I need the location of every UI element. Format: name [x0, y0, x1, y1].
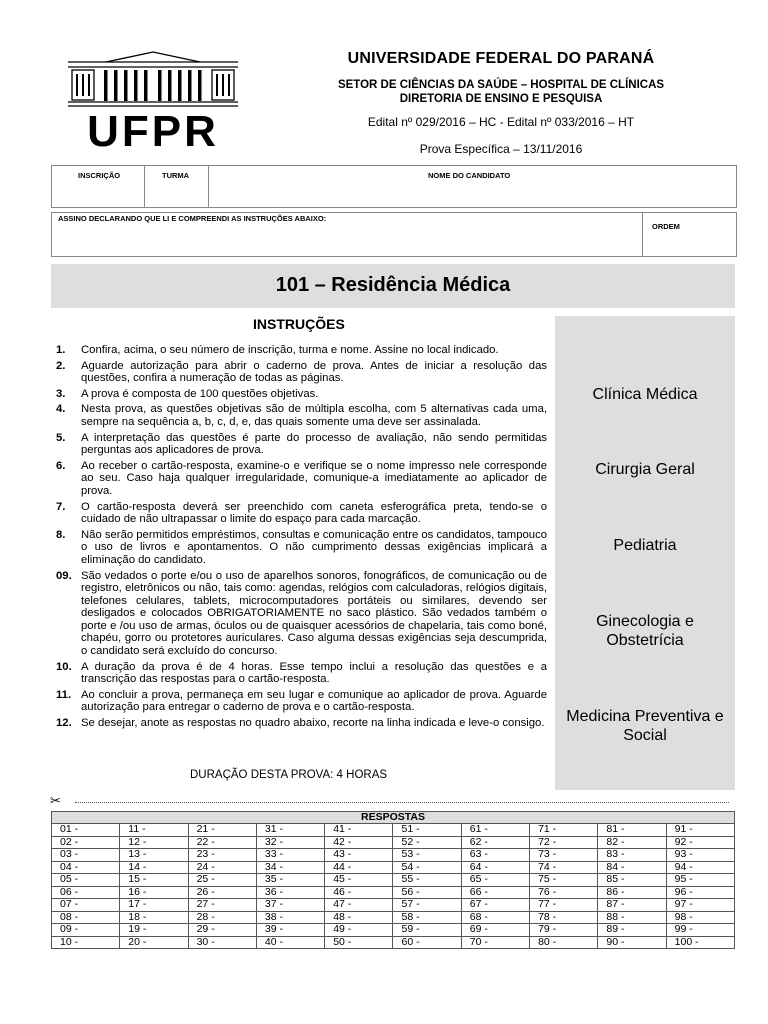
answer-cell[interactable]: 96 -	[666, 886, 734, 899]
answer-cell[interactable]: 88 -	[598, 911, 666, 924]
answer-cell[interactable]: 68 -	[461, 911, 529, 924]
answer-cell[interactable]: 48 -	[325, 911, 393, 924]
answer-cell[interactable]: 18 -	[120, 911, 188, 924]
answer-cell[interactable]: 90 -	[598, 936, 666, 949]
answer-cell[interactable]: 13 -	[120, 849, 188, 862]
answer-cell[interactable]: 66 -	[461, 886, 529, 899]
answer-cell[interactable]: 19 -	[120, 924, 188, 937]
answer-cell[interactable]: 42 -	[325, 836, 393, 849]
instruction-item: 1. Confira, acima, o seu número de inscrição, turma e nome. Assine no local indicado.	[56, 344, 499, 356]
answer-cell[interactable]: 71 -	[530, 824, 598, 837]
answer-cell[interactable]: 53 -	[393, 849, 461, 862]
answer-cell[interactable]: 72 -	[530, 836, 598, 849]
answer-cell[interactable]: 91 -	[666, 824, 734, 837]
inscricao-label: INSCRIÇÃO	[78, 171, 121, 180]
answer-cell[interactable]: 60 -	[393, 936, 461, 949]
instruction-item: 8. Não serão permitidos empréstimos, consultas e comunicação entre os candidatos, tampouco o uso de livros e apontamentos. O não cumprimento dessas exigências implicará a eliminação do candidato.	[56, 528, 547, 566]
turma-label: TURMA	[162, 171, 190, 180]
answer-cell[interactable]: 77 -	[530, 899, 598, 912]
answer-cell[interactable]: 97 -	[666, 899, 734, 912]
nome-field[interactable]	[208, 166, 736, 207]
answer-cell[interactable]: 05 -	[52, 874, 120, 887]
table-row	[52, 874, 735, 887]
answer-cell[interactable]: 95 -	[666, 874, 734, 887]
answer-cell[interactable]: 98 -	[666, 911, 734, 924]
answer-cell[interactable]: 74 -	[530, 861, 598, 874]
answer-cell[interactable]: 32 -	[256, 836, 324, 849]
answer-cell[interactable]: 45 -	[325, 874, 393, 887]
answer-cell[interactable]: 35 -	[256, 874, 324, 887]
answer-cell[interactable]: 10 -	[52, 936, 120, 949]
answer-cell[interactable]: 82 -	[598, 836, 666, 849]
answer-cell[interactable]: 100 -	[666, 936, 734, 949]
answer-cell[interactable]: 61 -	[461, 824, 529, 837]
exam-title-band	[51, 264, 735, 308]
answer-cell[interactable]: 85 -	[598, 874, 666, 887]
answer-cell[interactable]: 92 -	[666, 836, 734, 849]
answer-cell[interactable]: 29 -	[188, 924, 256, 937]
answers-table	[51, 811, 735, 949]
sector-name: SETOR DE CIÊNCIAS DA SAÚDE – HOSPITAL DE CLÍNICAS	[337, 79, 665, 91]
answer-cell[interactable]: 27 -	[188, 899, 256, 912]
answer-cell[interactable]: 15 -	[120, 874, 188, 887]
table-row	[52, 899, 735, 912]
table-row	[52, 924, 735, 937]
answer-cell[interactable]: 24 -	[188, 861, 256, 874]
answers-header: RESPOSTAS	[52, 812, 735, 824]
answer-cell[interactable]: 36 -	[256, 886, 324, 899]
answer-cell[interactable]: 93 -	[666, 849, 734, 862]
exam-title: 101 – Residência Médica	[275, 274, 511, 296]
exam-date: Prova Específica – 13/11/2016	[419, 142, 583, 156]
answer-cell[interactable]: 52 -	[393, 836, 461, 849]
instruction-item: 5. A interpretação das questões é parte do processo de avaliação, não sendo permitidas perguntas aos aplicadores de prova.	[56, 431, 547, 457]
instruction-item: 12. Se desejar, anote as respostas no quadro abaixo, recorte na linha indicada e leve-o consigo.	[56, 717, 545, 730]
answer-cell[interactable]: 22 -	[188, 836, 256, 849]
answer-cell[interactable]: 55 -	[393, 874, 461, 887]
instruction-item: 10. A duração da prova é de 4 horas. Esse tempo inclui a resolução das questões e a transcrição das respostas para o cartão-resposta.	[56, 660, 547, 686]
answer-cell[interactable]: 65 -	[461, 874, 529, 887]
exam-duration: DURAÇÃO DESTA PROVA: 4 HORAS	[190, 769, 388, 781]
answer-cell[interactable]: 41 -	[325, 824, 393, 837]
answer-cell[interactable]: 80 -	[530, 936, 598, 949]
answer-cell[interactable]: 67 -	[461, 899, 529, 912]
area-pediatria: Pediatria	[613, 537, 677, 554]
answer-cell[interactable]: 07 -	[52, 899, 120, 912]
ordem-label: ORDEM	[652, 222, 680, 231]
answer-cell[interactable]: 54 -	[393, 861, 461, 874]
turma-field[interactable]	[144, 166, 209, 207]
answer-cell[interactable]: 16 -	[120, 886, 188, 899]
inscricao-field[interactable]	[52, 166, 145, 207]
answer-cell[interactable]: 39 -	[256, 924, 324, 937]
answer-cell[interactable]: 33 -	[256, 849, 324, 862]
answer-cell[interactable]: 63 -	[461, 849, 529, 862]
answer-cell[interactable]: 08 -	[52, 911, 120, 924]
answer-cell[interactable]: 69 -	[461, 924, 529, 937]
answer-cell[interactable]: 31 -	[256, 824, 324, 837]
answer-cell[interactable]: 51 -	[393, 824, 461, 837]
answer-cell[interactable]: 64 -	[461, 861, 529, 874]
answer-cell[interactable]: 26 -	[188, 886, 256, 899]
table-row	[52, 861, 735, 874]
instruction-item: 2. Aguarde autorização para abrir o caderno de prova. Antes de iniciar a resolução das questões, confira a numeração de todas as páginas.	[56, 359, 547, 385]
answer-cell[interactable]: 01 -	[52, 824, 120, 837]
table-row	[52, 824, 735, 837]
answer-cell[interactable]: 14 -	[120, 861, 188, 874]
answer-cell[interactable]: 79 -	[530, 924, 598, 937]
answer-cell[interactable]: 57 -	[393, 899, 461, 912]
answer-cell[interactable]: 84 -	[598, 861, 666, 874]
edital-reference: Edital nº 029/2016 – HC - Edital nº 033/2016 – HT	[367, 115, 635, 129]
area-ginecologia: Ginecologia e Obstetrícia	[596, 613, 694, 649]
answer-cell[interactable]: 17 -	[120, 899, 188, 912]
answer-cell[interactable]: 43 -	[325, 849, 393, 862]
answer-cell[interactable]: 70 -	[461, 936, 529, 949]
answer-cell[interactable]: 03 -	[52, 849, 120, 862]
answer-cell[interactable]: 40 -	[256, 936, 324, 949]
answer-cell[interactable]: 58 -	[393, 911, 461, 924]
table-row	[52, 836, 735, 849]
cut-line	[75, 802, 729, 803]
ufpr-logo	[66, 50, 240, 150]
answer-cell[interactable]: 02 -	[52, 836, 120, 849]
answer-cell[interactable]: 23 -	[188, 849, 256, 862]
signature-box	[51, 212, 737, 257]
answer-cell[interactable]: 49 -	[325, 924, 393, 937]
nome-label: NOME DO CANDIDATO	[428, 171, 511, 180]
answer-cell[interactable]: 94 -	[666, 861, 734, 874]
table-row	[52, 849, 735, 862]
areas-panel	[555, 316, 735, 790]
university-name: UNIVERSIDADE FEDERAL DO PARANÁ	[347, 50, 655, 67]
instructions-list	[56, 344, 547, 733]
table-row	[52, 911, 735, 924]
answer-cell[interactable]: 20 -	[120, 936, 188, 949]
answer-cell[interactable]: 46 -	[325, 886, 393, 899]
area-clinica-medica: Clínica Médica	[592, 386, 698, 403]
answer-cell[interactable]: 12 -	[120, 836, 188, 849]
candidate-info-box	[51, 165, 737, 208]
ordem-field[interactable]	[642, 213, 736, 256]
instruction-item: 3. A prova é composta de 100 questões objetivas.	[56, 387, 319, 400]
area-medicina-preventiva: Medicina Preventiva e Social	[566, 708, 724, 744]
answer-cell[interactable]: 38 -	[256, 911, 324, 924]
answer-cell[interactable]: 09 -	[52, 924, 120, 937]
table-row	[52, 936, 735, 949]
instruction-item: 6. Ao receber o cartão-resposta, examine-o e verifique se o nome impresso nele corresponde ao seu. Caso haja qualquer irregularidade, comunique-a imediatamente ao aplicador de prova.	[56, 459, 547, 497]
answer-cell[interactable]: 04 -	[52, 861, 120, 874]
instruction-item: 4. Nesta prova, as questões objetivas são de múltipla escolha, com 5 alternativas cada uma, sempre na sequência a, b, c, d, e, das quais somente uma deve ser assinalada.	[56, 403, 547, 428]
answer-cell[interactable]: 56 -	[393, 886, 461, 899]
answer-cell[interactable]: 28 -	[188, 911, 256, 924]
answer-cell[interactable]: 59 -	[393, 924, 461, 937]
answer-cell[interactable]: 83 -	[598, 849, 666, 862]
answer-cell[interactable]: 37 -	[256, 899, 324, 912]
instruction-item: 7. O cartão-resposta deverá ser preenchido com caneta esferográfica preta, tendo-se o cuidado de não ultrapassar o limite do espaço para cada marcação.	[56, 500, 547, 526]
answer-cell[interactable]: 34 -	[256, 861, 324, 874]
answer-cell[interactable]: 30 -	[188, 936, 256, 949]
answer-cell[interactable]: 73 -	[530, 849, 598, 862]
scissors-icon: ✂	[50, 793, 61, 808]
table-row	[52, 886, 735, 899]
answer-cell[interactable]: 62 -	[461, 836, 529, 849]
signature-field[interactable]	[52, 213, 643, 256]
answer-cell[interactable]: 76 -	[530, 886, 598, 899]
instruction-item: 11. Ao concluir a prova, permaneça em seu lugar e comunique ao aplicador de prova. Aguarde autorização para entregar o caderno de prova e o cartão-resposta.	[56, 688, 547, 714]
svg-text:UFPR: UFPR	[87, 107, 219, 150]
answer-cell[interactable]: 21 -	[188, 824, 256, 837]
answer-cell[interactable]: 86 -	[598, 886, 666, 899]
directorate-name: DIRETORIA DE ENSINO E PESQUISA	[399, 93, 603, 105]
answer-cell[interactable]: 89 -	[598, 924, 666, 937]
answer-cell[interactable]: 75 -	[530, 874, 598, 887]
signature-label: ASSINO DECLARANDO QUE LI E COMPREENDI AS INSTRUÇÕES ABAIXO:	[58, 214, 327, 223]
answer-cell[interactable]: 50 -	[325, 936, 393, 949]
area-cirurgia-geral: Cirurgia Geral	[595, 461, 695, 478]
answer-cell[interactable]: 06 -	[52, 886, 120, 899]
instructions-heading: INSTRUÇÕES	[253, 316, 345, 332]
answer-cell[interactable]: 47 -	[325, 899, 393, 912]
instruction-item: 09. São vedados o porte e/ou o uso de aparelhos sonoros, fonográficos, de comunicação ou de registro, eletrônicos ou não, tais como: agendas, relógios com calculadoras, relógios digitais, telefones celulares, tablets, microcomputadores portáteis ou similares, devendo ser desligados e colocados OBRIGATORIAMENTE no saco plástico. São vedados também o porte e /ou uso de armas, óculos ou de quaisquer acessórios de chapelaria, tais como boné, chapéu, gorro ou protetores auriculares. Caso alguma dessas exigências seja descumprida, o candidato será excluído do concurso.	[56, 569, 547, 658]
answer-cell[interactable]: 25 -	[188, 874, 256, 887]
answer-cell[interactable]: 78 -	[530, 911, 598, 924]
answer-cell[interactable]: 44 -	[325, 861, 393, 874]
answer-cell[interactable]: 11 -	[120, 824, 188, 837]
answer-cell[interactable]: 87 -	[598, 899, 666, 912]
answer-cell[interactable]: 99 -	[666, 924, 734, 937]
answer-cell[interactable]: 81 -	[598, 824, 666, 837]
